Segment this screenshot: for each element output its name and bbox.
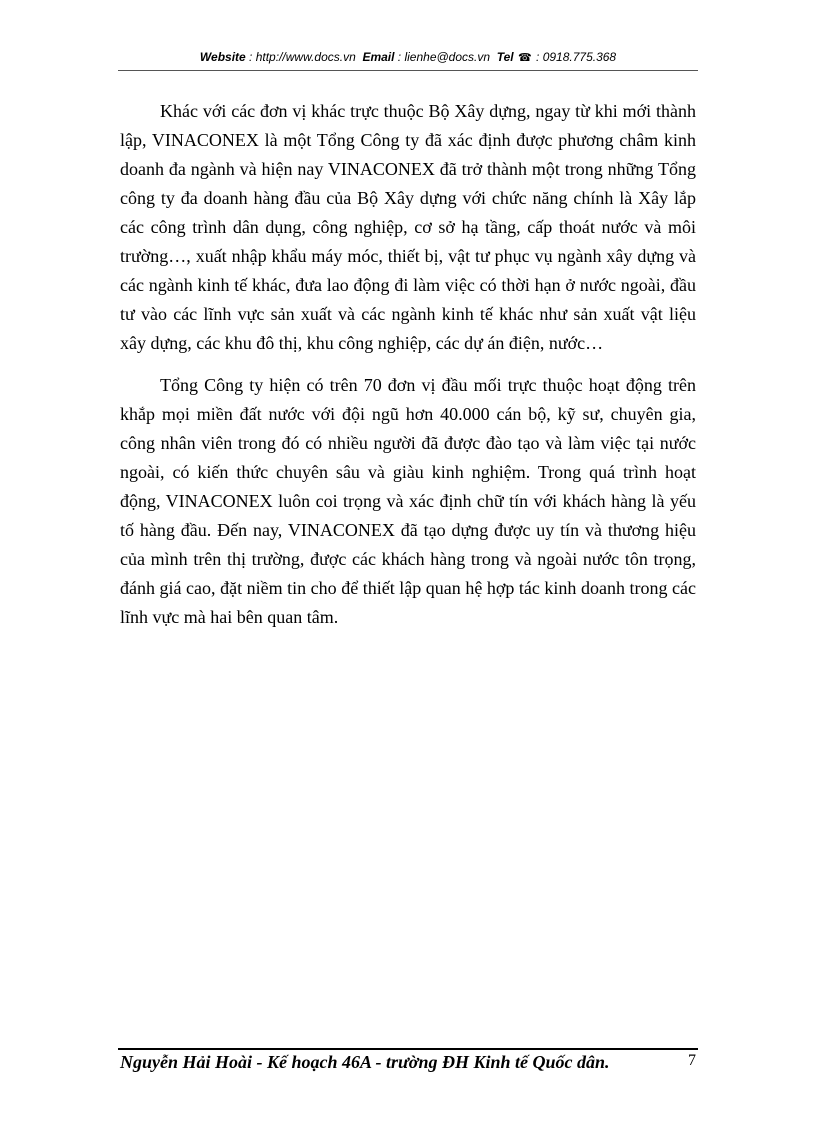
footer-divider xyxy=(118,1048,698,1050)
page-header xyxy=(120,50,696,64)
header-divider xyxy=(118,70,698,71)
page-number: 7 xyxy=(688,1052,696,1069)
email-address[interactable]: lienhe@docs.vn xyxy=(404,50,491,64)
website-separator: : xyxy=(245,50,256,64)
email-label: Email xyxy=(362,50,395,64)
page-footer xyxy=(120,1052,696,1078)
footer-author-line: Nguyễn Hải Hoài - Kế hoạch 46A - trường ĐH Kinh tế Quốc dân. xyxy=(120,1052,610,1072)
email-separator: : xyxy=(394,50,405,64)
document-body xyxy=(120,97,696,645)
website-url[interactable]: http://www.docs.vn xyxy=(255,50,356,64)
website-label: Website xyxy=(199,50,246,64)
body-paragraph-1: Khác với các đơn vị khác trực thuộc Bộ Xây dựng, ngay từ khi mới thành lập, VINACONEX là một Tổng Công ty đã xác định được phương châm kinh doanh đa ngành và hiện nay VINACONEX đã trở thành một trong những Tổng công ty đa doanh hàng đầu của Bộ Xây dựng với chức năng chính là Xây lắp các công trình dân dụng, công nghiệp, cơ sở hạ tầng, cấp thoát nước và môi trường…, xuất nhập khẩu máy móc, thiết bị, vật tư phục vụ ngành xây dựng và các ngành kinh tế khác, đưa lao động đi làm việc có thời hạn ở nước ngoài, đầu tư vào các lĩnh vực sản xuất và các ngành kinh tế khác như sản xuất vật liệu xây dựng, các khu đô thị, khu công nghiệp, các dự án điện, nước… xyxy=(120,101,696,353)
body-paragraph-2: Tổng Công ty hiện có trên 70 đơn vị đầu mối trực thuộc hoạt động trên khắp mọi miền đất nước với đội ngũ hơn 40.000 cán bộ, kỹ sư, chuyên gia, công nhân viên trong đó có nhiều người đã được đào tạo và làm việc tại nước ngoài, có kiến thức chuyên sâu và giàu kinh nghiệm. Trong quá trình hoạt động, VINACONEX luôn coi trọng và xác định chữ tín với khách hàng là yếu tố hàng đầu. Đến nay, VINACONEX đã tạo dựng được uy tín và thương hiệu của mình trên thị trường, được các khách hàng trong và ngoài nước tôn trọng, đánh giá cao, đặt niềm tin cho để thiết lập quan hệ hợp tác kinh doanh trong các lĩnh vực mà hai bên quan tâm. xyxy=(120,375,696,627)
tel-label: Tel xyxy=(496,50,514,64)
phone-icon: ☎ xyxy=(517,52,532,64)
tel-number: 0918.775.368 xyxy=(542,50,617,64)
tel-separator: : xyxy=(532,50,543,64)
